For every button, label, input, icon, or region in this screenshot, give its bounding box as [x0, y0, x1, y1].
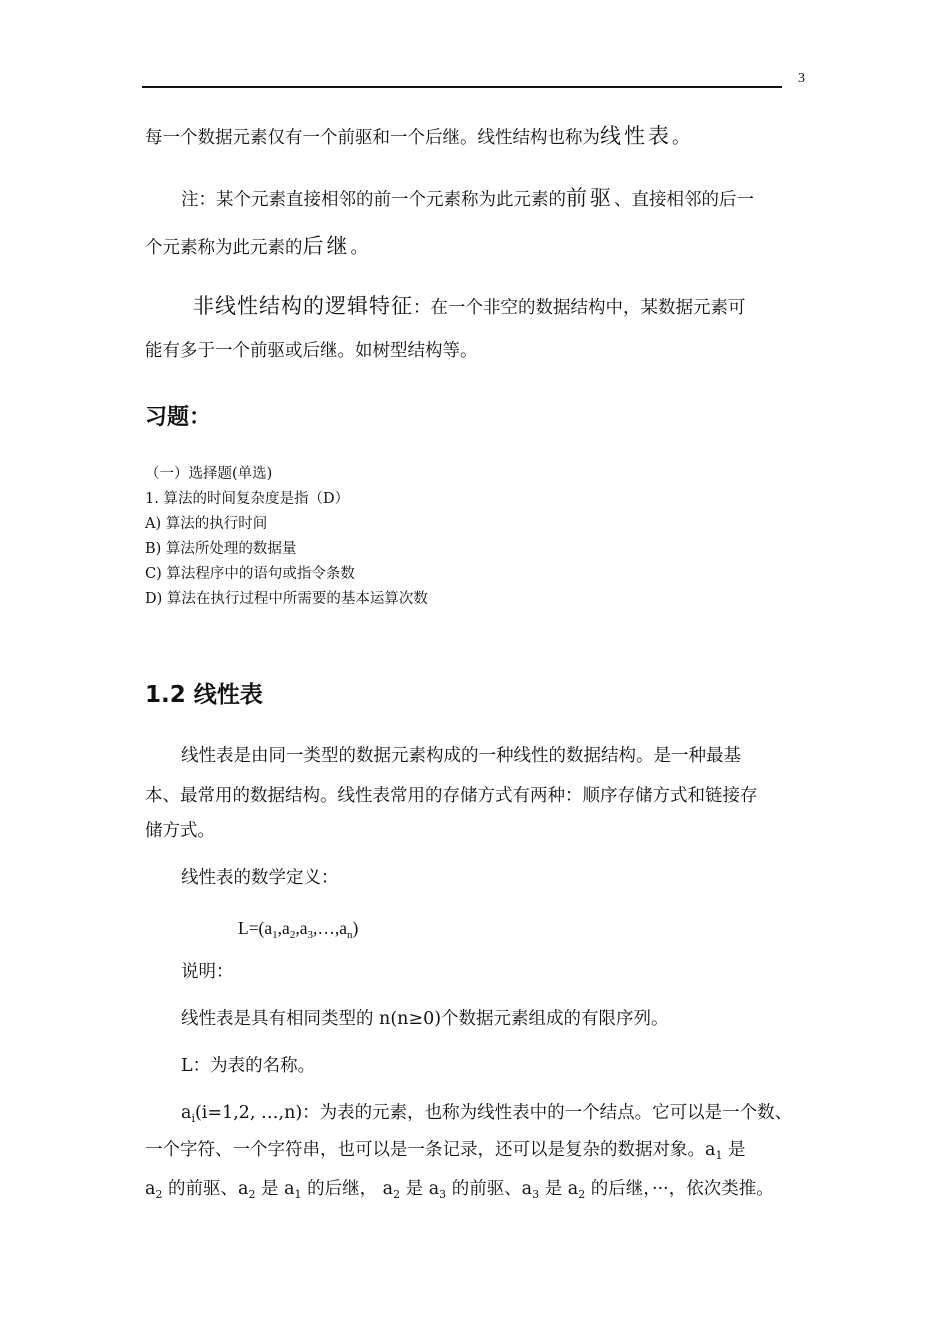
- explain-1: 线性表是具有相同类型的 n(n≥0)个数据元素组成的有限序列。: [181, 1009, 669, 1029]
- formula-part: ,…,a: [312, 918, 347, 938]
- text-part: 是 a: [539, 1179, 579, 1199]
- text-part: (i=1,2, …,n)：为表的元素，也称为线性表中的一个结点。它可以是一个数、: [194, 1103, 793, 1123]
- text-part: a: [145, 1179, 156, 1199]
- intro-line-3: 储方式。: [145, 821, 215, 841]
- note-line-1: [181, 188, 754, 210]
- exercise-heading: 习题：: [145, 405, 212, 430]
- explain-2: L：为表的名称。: [181, 1056, 316, 1076]
- term-linear-list: 线性表: [600, 124, 672, 148]
- nonlinear-text: ：在一个非空的数据结构中，某数据元素可: [413, 298, 746, 318]
- para-end: 。: [672, 128, 690, 148]
- para-linear-structure: [145, 126, 690, 148]
- definition-label: 线性表的数学定义：: [181, 868, 339, 888]
- note-text-3: 个元素称为此元素的: [145, 238, 303, 258]
- text-part: 的后继， a: [301, 1179, 394, 1199]
- note-line-2: [145, 236, 368, 258]
- subscript: i: [191, 1112, 195, 1125]
- page-number: 3: [798, 71, 805, 86]
- subscript: 3: [532, 1188, 540, 1201]
- intro-line-2: 本、最常用的数据结构。线性表常用的存储方式有两种：顺序存储方式和链接存: [145, 786, 758, 806]
- term-predecessor: 前驱: [566, 186, 614, 210]
- text-part: 的前驱、a: [162, 1179, 249, 1199]
- formula-part: ,a: [277, 918, 290, 938]
- nonlinear-line-1: [193, 296, 746, 318]
- text-part: 是: [722, 1140, 746, 1160]
- text-part: 的前驱、a: [446, 1179, 533, 1199]
- formula-sub: 1: [272, 929, 278, 941]
- note-text: 注：某个元素直接相邻的前一个元素称为此元素的: [181, 190, 566, 210]
- explain-label: 说明：: [181, 962, 234, 982]
- formula-sub: n: [347, 929, 353, 941]
- option-a: A) 算法的执行时间: [145, 516, 268, 532]
- element-desc-line-2: [145, 1142, 746, 1160]
- option-c: C) 算法程序中的语句或指令条数: [145, 566, 355, 582]
- option-b: B) 算法所处理的数据量: [145, 541, 297, 557]
- question-1: 1. 算法的时间复杂度是指（D）: [145, 491, 350, 507]
- subscript: 2: [248, 1188, 256, 1201]
- text-part: 的后继，···，依次类推。: [585, 1179, 774, 1199]
- section-heading: 1.2 线性表: [145, 682, 263, 708]
- subscript: 3: [439, 1188, 447, 1201]
- para-text: 每一个数据元素仅有一个前驱和一个后继。线性结构也称为: [145, 128, 600, 148]
- intro-line-1: 线性表是由同一类型的数据元素构成的一种线性的数据结构。是一种最基: [181, 746, 741, 766]
- element-desc-line-1: [181, 1105, 792, 1123]
- subscript: 1: [715, 1149, 723, 1162]
- formula-sub: 2: [289, 929, 296, 941]
- subscript: 2: [578, 1188, 586, 1201]
- note-text-2: 、直接相邻的后一: [614, 190, 754, 210]
- formula-part: ): [352, 918, 359, 938]
- option-d: D) 算法在执行过程中所需要的基本运算次数: [145, 591, 428, 607]
- question-group: （一）选择题(单选): [145, 466, 273, 482]
- term-successor: 后继: [302, 234, 351, 258]
- term-nonlinear: 非线性结构的逻辑特征: [193, 294, 413, 318]
- subscript: 2: [393, 1188, 401, 1201]
- formula-part: ,a: [295, 918, 308, 938]
- formula-part: L=(a: [238, 918, 273, 938]
- nonlinear-line-2: 能有多于一个前驱或后继。如树型结构等。: [145, 341, 478, 361]
- text-part: 一个字符、一个字符串，也可以是一条记录，还可以是复杂的数据对象。a: [145, 1140, 716, 1160]
- subscript: 1: [294, 1188, 302, 1201]
- header-rule: [142, 86, 782, 88]
- definition-formula: [238, 918, 358, 939]
- text-part: a: [181, 1103, 192, 1123]
- subscript: 2: [155, 1188, 163, 1201]
- text-part: 是 a: [400, 1179, 440, 1199]
- text-part: 是 a: [255, 1179, 295, 1199]
- element-desc-line-3: [145, 1181, 774, 1199]
- note-end: 。: [350, 238, 368, 258]
- formula-sub: 3: [307, 929, 313, 941]
